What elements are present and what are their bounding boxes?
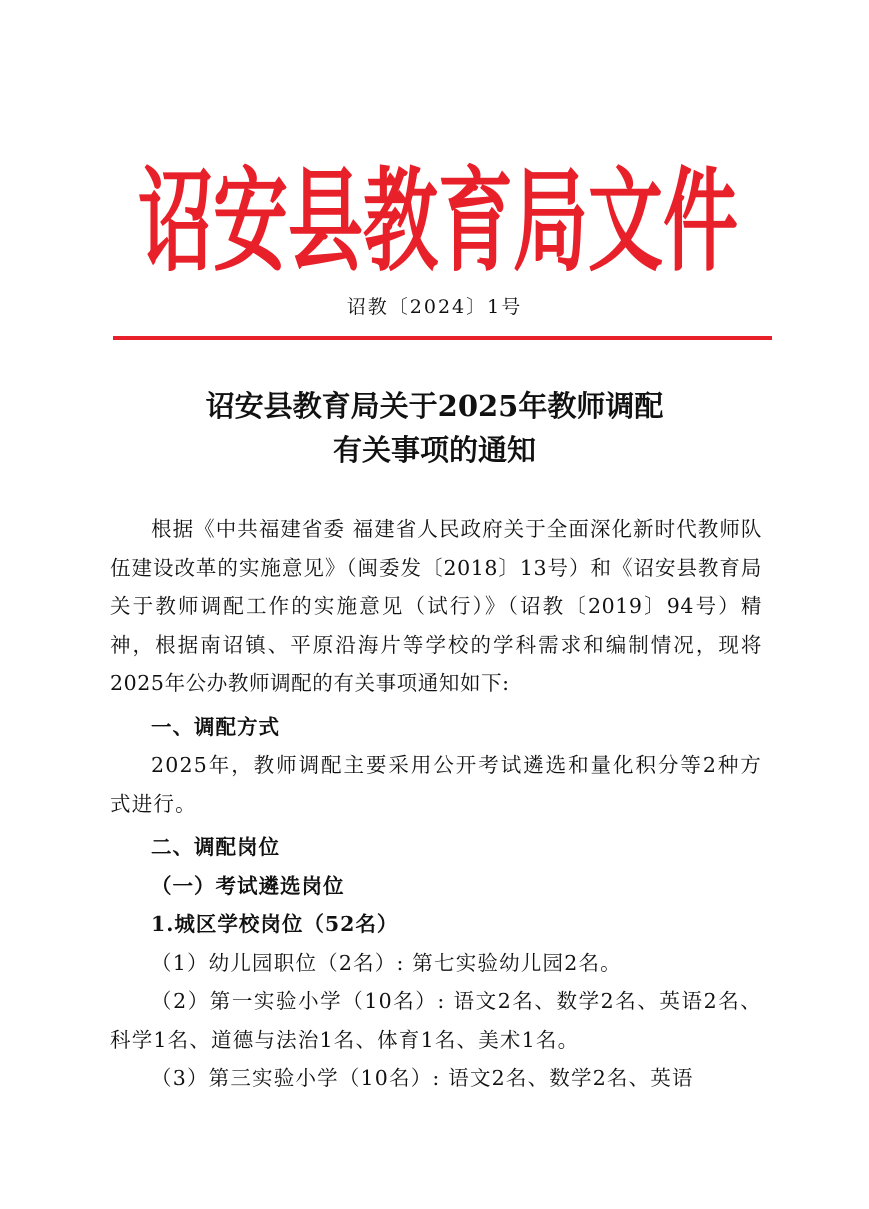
item-1-heading: 1.城区学校岗位（52名） bbox=[151, 912, 399, 936]
section-1-heading: 一、调配方式 bbox=[151, 714, 280, 739]
notice-title-line-1: 诏安县教育局关于2025年教师调配 bbox=[205, 389, 664, 423]
list-item: （3）第三实验小学（10名）: 语文2名、数学2名、英语 bbox=[151, 1066, 694, 1090]
section-2-heading: 二、调配岗位 bbox=[151, 835, 280, 859]
subsection-1-heading: （一）考试遴选岗位 bbox=[151, 873, 345, 898]
document-body bbox=[110, 510, 762, 1098]
list-item: （2）第一实验小学（10名）: 语文2名、数学2名、英语2名、科学1名、道德与法治1名、体育1名、美术1名。 bbox=[110, 989, 762, 1052]
list-item: （1）幼儿园职位（2名）: 第七实验幼儿园2名。 bbox=[151, 950, 622, 975]
red-divider-rule bbox=[113, 336, 772, 340]
notice-title-line-2: 有关事项的通知 bbox=[332, 433, 536, 467]
document-header-title bbox=[108, 142, 768, 282]
header-title-svg bbox=[108, 142, 768, 282]
document-number: 诏教〔2024〕1号 bbox=[346, 296, 523, 318]
header-title-text: 诏安县教育局文件 bbox=[138, 157, 738, 282]
section-1-text: 2025年，教师调配主要采用公开考试遴选和量化积分等2种方式进行。 bbox=[110, 753, 762, 816]
notice-title bbox=[0, 384, 869, 472]
intro-paragraph: 根据《中共福建省委 福建省人民政府关于全面深化新时代教师队伍建设改革的实施意见》（闽委发〔2018〕13号）和《诏安县教育局关于教师调配工作的实施意见（试行）》（诏教〔2019〕94号）精神，根据南诏镇、平原沿海片等学校的学科需求和编制情况，现将2025年公办教师调配的有关事项通知如下: bbox=[110, 517, 762, 695]
